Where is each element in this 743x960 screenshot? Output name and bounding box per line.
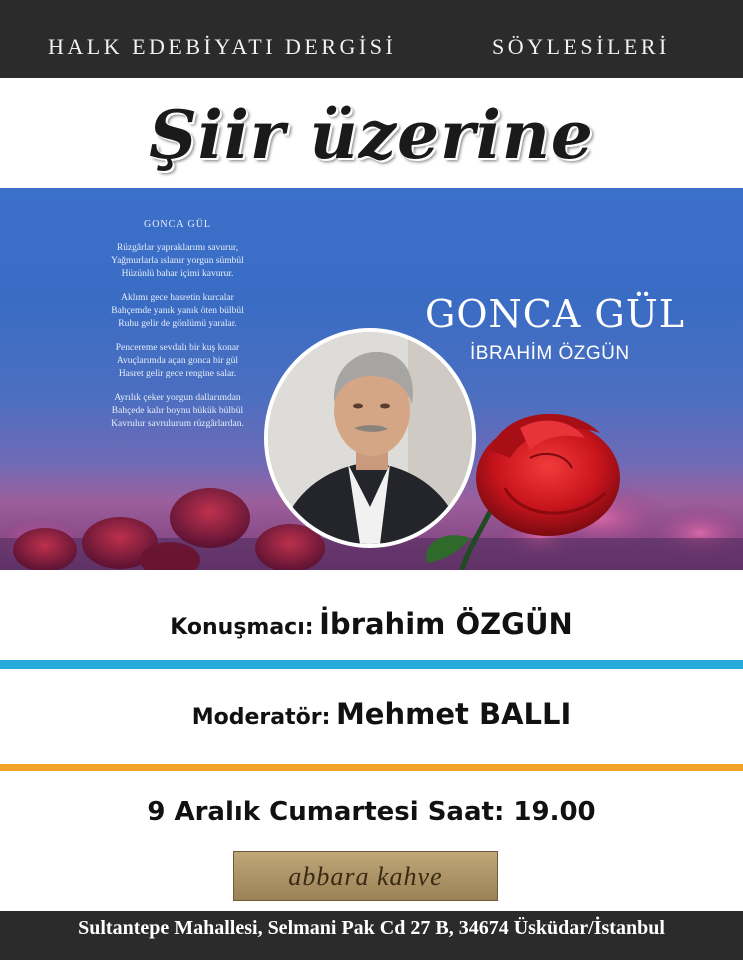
venue-logo <box>233 851 498 901</box>
poem-line: Hasret gelir gece rengine salar. <box>118 369 237 379</box>
poem-line: Aklımı gece hasretin kurcalar <box>121 293 234 303</box>
speaker-label: Konuşmacı: <box>170 615 314 640</box>
poem-title: GONCA GÜL <box>143 219 212 230</box>
header-bar <box>0 0 743 78</box>
poem-line: Yağmurlarla ıslanır yorgun sümbül <box>111 256 244 266</box>
poem-line: Avuçlarımda açan gonca bir gül <box>116 356 239 366</box>
event-date: 9 Aralık Cumartesi Saat: 19.00 <box>147 797 596 827</box>
poem-line: Hüzünlü bahar içimi kavurur. <box>121 269 234 279</box>
book-title: GONCA GÜL <box>425 292 685 336</box>
portrait-illustration <box>268 332 472 544</box>
poem-stanza <box>80 392 275 431</box>
book-author: İBRAHİM ÖZGÜN <box>470 343 630 364</box>
poem-line: Ruhu gelir de gönlümü yaralar. <box>118 319 237 329</box>
divider-blue <box>0 660 743 669</box>
divider-orange <box>0 764 743 771</box>
footer-bar <box>0 911 743 960</box>
speaker-line <box>0 607 743 641</box>
moderator-line <box>0 697 743 731</box>
poem-stanza <box>80 292 275 331</box>
moderator-name: Mehmet BALLI <box>335 697 572 731</box>
book-cover-banner <box>0 188 743 570</box>
venue-address: Sultantepe Mahallesi, Selmani Pak Cd 27 B, 34674 Üsküdar/İstanbul <box>78 917 665 939</box>
poem-line: Pencereme sevdalı bir kuş konar <box>115 343 240 353</box>
poem-stanza <box>80 242 275 281</box>
series-name: SÖYLESİLERİ <box>492 34 670 59</box>
speaker-portrait <box>264 328 476 548</box>
poem-line: Bahçede kalır boynu bükük bülbül <box>111 406 244 416</box>
poem-stanza <box>80 342 275 381</box>
poem-line: Kavrulur savrulurum rüzgârlardan. <box>111 419 244 429</box>
poem-line: Bahçemde yanık yanık öten bülbül <box>111 306 244 316</box>
magazine-name: HALK EDEBİYATI DERGİSİ <box>48 34 397 59</box>
poem-line: Ayrılık çeker yorgun dallarımdan <box>114 393 241 403</box>
poem-text <box>80 218 275 442</box>
venue-name: abbara kahve <box>288 862 443 891</box>
speaker-name: İbrahim ÖZGÜN <box>319 607 573 641</box>
event-title: Şiir üzerine <box>149 96 594 174</box>
moderator-label: Moderatör: <box>191 705 331 730</box>
poem-line: Rüzgârlar yapraklarımı savurur, <box>116 243 239 253</box>
